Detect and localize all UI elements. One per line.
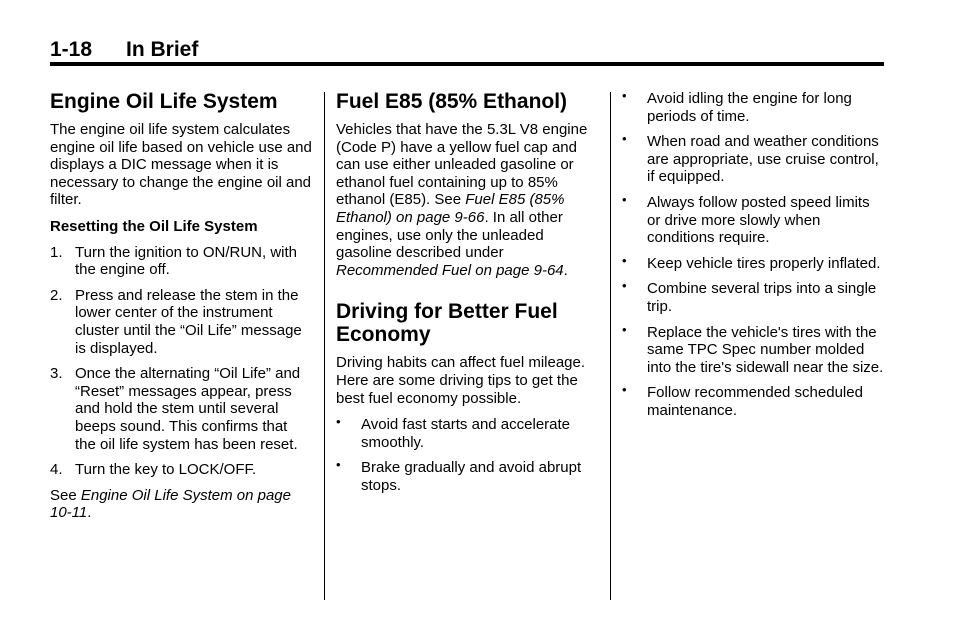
cross-reference-link[interactable]: Fuel E85 (85% Ethanol) on page 9-66 (336, 191, 565, 226)
oil-life-reference (50, 487, 312, 522)
list-item (622, 133, 884, 186)
bullet-icon: • (622, 131, 627, 147)
tip-text: Keep vehicle tires properly inflated. (647, 254, 881, 272)
economy-tips-list (336, 416, 598, 494)
economy-heading: Driving for Better Fuel Economy (336, 300, 558, 347)
step-item (50, 287, 312, 357)
list-item (622, 252, 884, 273)
list-item (622, 191, 884, 247)
economy-tips-list-continued (622, 90, 884, 420)
cross-reference-link[interactable]: Recommended Fuel on page 9-64 (336, 261, 564, 279)
bullet-icon: • (622, 278, 627, 294)
bullet-icon: • (622, 382, 627, 398)
tip-text: Follow recommended scheduled maintenance. (647, 384, 863, 419)
reset-steps-list (50, 244, 312, 479)
header-rule (50, 62, 884, 66)
see-prefix: See (50, 486, 81, 504)
section-title: In Brief (126, 38, 199, 61)
fuel-e85-heading: Fuel E85 (85% Ethanol) (336, 90, 568, 113)
cross-reference-link[interactable]: Engine Oil Life System on page 10-11 (50, 486, 291, 522)
column-2 (336, 90, 598, 503)
tip-text: When road and weather conditions are appropriate, use cruise control, if equipped. (647, 133, 879, 186)
step-text: Turn the ignition to ON/RUN, with the engine off. (75, 243, 298, 279)
oil-life-intro: The engine oil life system calculates engine oil life based on vehicle use and displays a DIC message when it is necessary to change the engine oil and filter. (50, 121, 312, 209)
fuel-e85-text-3: . (563, 261, 568, 279)
tip-text: Combine several trips into a single trip. (647, 280, 877, 315)
bullet-icon: • (336, 414, 341, 430)
step-text: Turn the key to LOCK/OFF. (75, 461, 257, 479)
bullet-icon: • (336, 457, 341, 473)
see-suffix: . (87, 504, 92, 522)
reset-subheading: Resetting the Oil Life System (50, 217, 258, 235)
column-divider (610, 92, 611, 600)
list-item (622, 321, 884, 377)
step-item (50, 461, 312, 479)
column-divider (324, 92, 325, 600)
step-item (50, 365, 312, 453)
step-number: 3. (50, 365, 63, 383)
bullet-icon: • (622, 252, 627, 268)
step-item (50, 244, 312, 279)
tip-text: Brake gradually and avoid abrupt stops. (361, 459, 582, 494)
list-item (336, 416, 598, 451)
tip-text: Always follow posted speed limits or drive more slowly when conditions require. (647, 193, 870, 247)
step-text: Once the alternating “Oil Life” and “Reset” messages appear, press and hold the stem until several beeps sound. This confirms that the oil life system has been reset. (75, 365, 301, 453)
page-number: 1-18 (50, 38, 93, 61)
fuel-e85-text-1: Vehicles that have the 5.3L V8 engine (Code P) have a yellow fuel cap and can use either unleaded gasoline or ethanol fuel containing up to 85% ethanol (E85). See (336, 121, 588, 209)
bullet-icon: • (622, 88, 627, 103)
list-item (622, 280, 884, 315)
bullet-icon: • (622, 321, 627, 337)
step-number: 4. (50, 461, 63, 479)
list-item (622, 384, 884, 419)
tip-text: Avoid idling the engine for long periods of time. (647, 90, 852, 125)
column-1 (50, 90, 312, 531)
oil-life-heading: Engine Oil Life System (50, 90, 278, 113)
step-text: Press and release the stem in the lower center of the instrument cluster until the “Oil Life” message is displayed. (75, 286, 302, 357)
step-number: 1. (50, 243, 63, 261)
list-item (622, 90, 884, 125)
bullet-icon: • (622, 191, 627, 207)
column-3 (622, 90, 884, 428)
fuel-e85-text-2: . In all other engines, use only the unleaded gasoline described under (336, 208, 563, 262)
tip-text: Replace the vehicle's tires with the same TPC Spec number molded into the tire's sidewall near the size. (647, 323, 884, 376)
step-number: 2. (50, 286, 63, 304)
fuel-e85-body (336, 121, 598, 279)
tip-text: Avoid fast starts and accelerate smoothly. (361, 416, 571, 451)
list-item (336, 459, 598, 494)
economy-intro: Driving habits can affect fuel mileage. Here are some driving tips to get the best fuel economy possible. (336, 354, 586, 407)
